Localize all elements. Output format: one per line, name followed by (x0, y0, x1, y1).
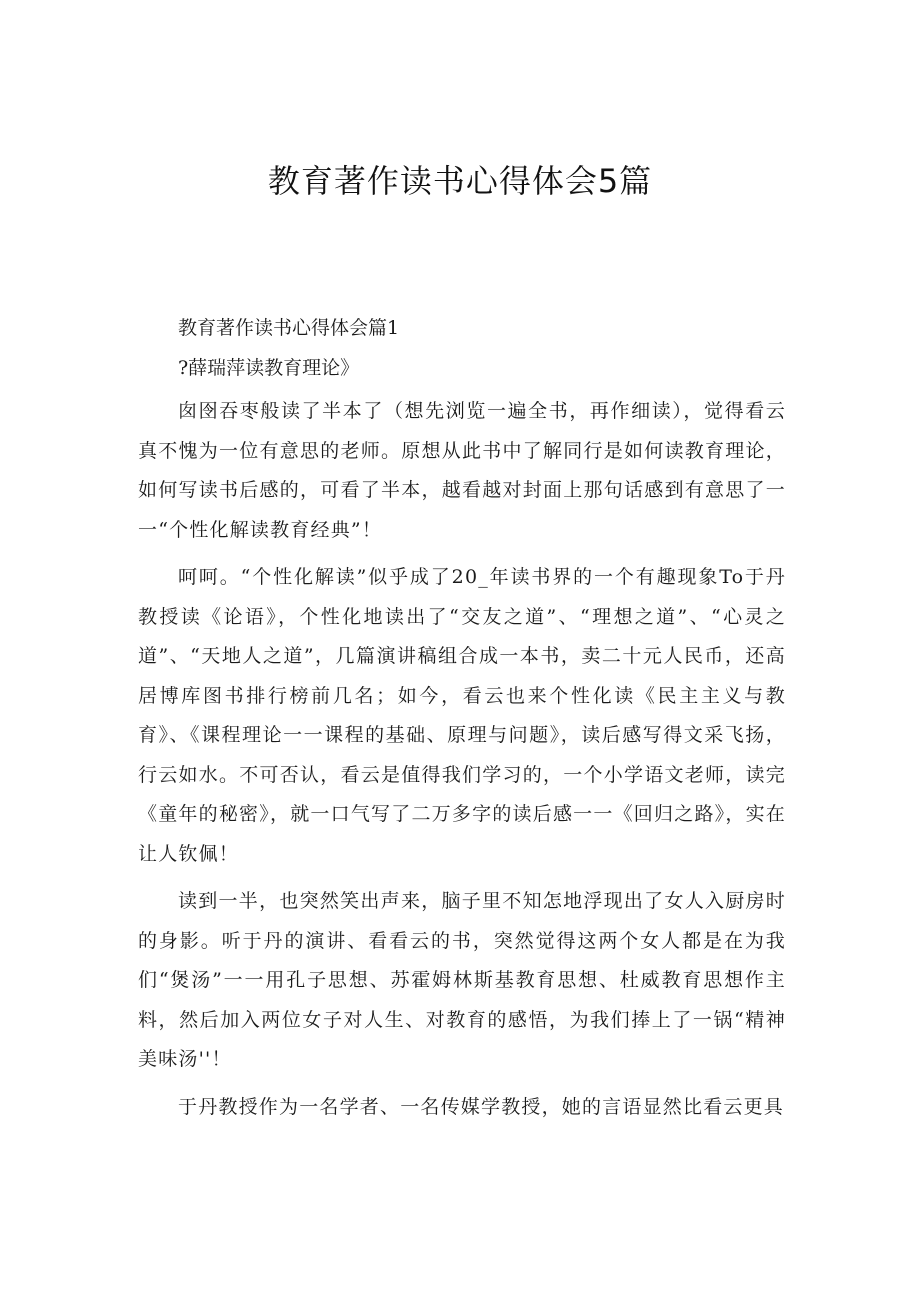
section-heading: 教育著作读书心得体会篇1 (178, 317, 400, 339)
book-title-line: ?薛瑞萍读教育理论》 (178, 357, 360, 379)
paragraph-3: 读到一半，也突然笑出声来，脑子里不知怎地浮现出了女人入厨房时的身影。听于丹的演讲、看看云的书，突然觉得这两个女人都是在为我们“煲汤”一一用孔子思想、苏霍姆林斯基教育思想、杜威教育思想作主料，然后加入两位女子对人生、对教育的感悟，为我们捧上了一锅“精神美味汤''！ (138, 890, 786, 1070)
document-body (138, 308, 786, 1135)
paragraph-1: 囱囹吞枣般读了半本了（想先浏览一遍全书，再作细读），觉得看云真不愧为一位有意思的老师。原想从此书中了解同行是如何读教育理论，如何写读书后感的，可看了半本，越看越对封面上那句话感到有意思了一一“个性化解读教育经典”！ (138, 400, 786, 541)
paragraph-4: 于丹教授作为一名学者、一名传媒学教授，她的言语显然比看云更具 (178, 1095, 785, 1118)
document-title: 教育著作读书心得体会5篇 (267, 162, 653, 200)
paragraph-2: 呵呵。“个性化解读”似乎成了20_年读书界的一个有趣现象To于丹教授读《论语》，个性化地读出了“交友之道”、“理想之道”、“心灵之道”、“天地人之道”，几篇演讲稿组合成一本书，卖二十元人民币，还高居博库图书排行榜前几名；如今，看云也来个性化读《民主主义与教育》、《课程理论一一课程的基础、原理与问题》，读后感写得文采飞扬，行云如水。不可否认，看云是值得我们学习的，一个小学语文老师，读完《童年的秘密》，就一口气写了二万多字的读后感一一《回归之路》，实在让人钦佩！ (138, 566, 786, 865)
